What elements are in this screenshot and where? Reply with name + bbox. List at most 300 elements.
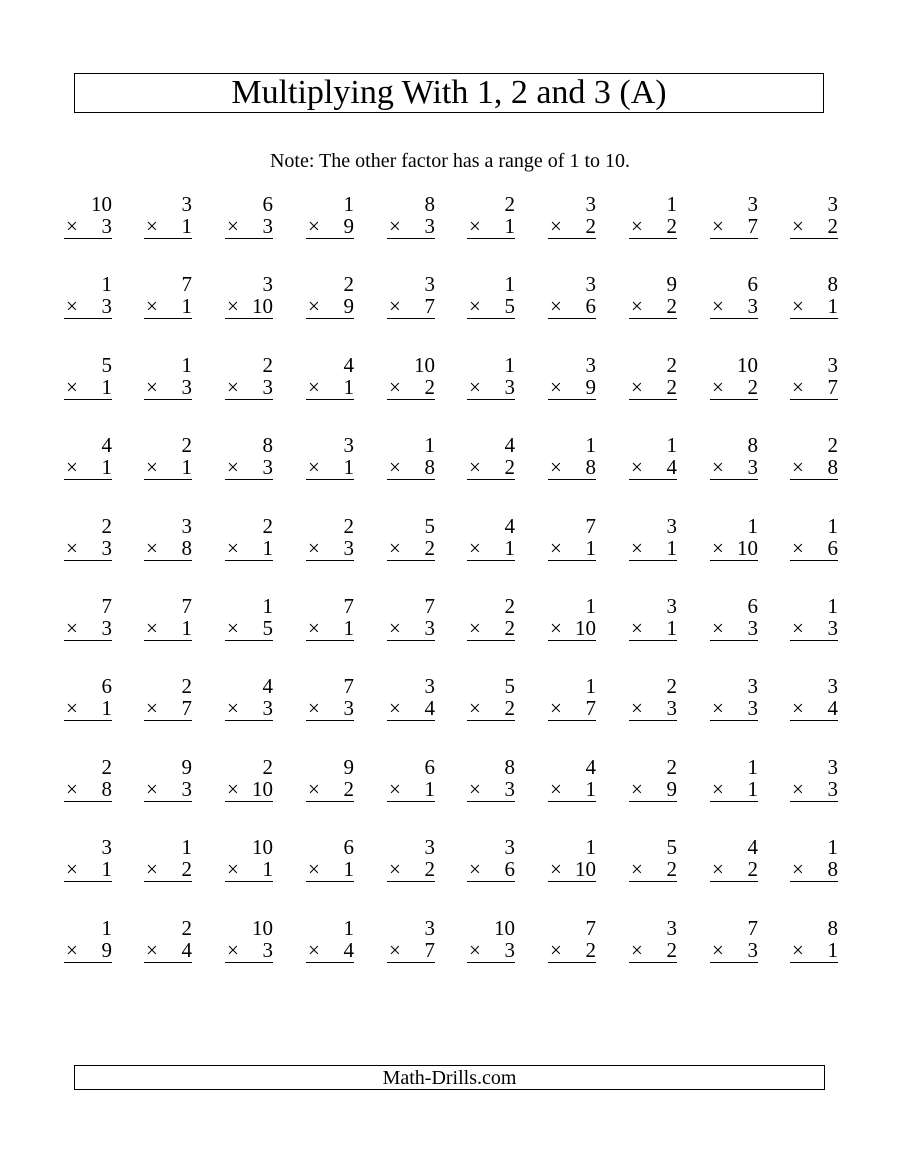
times-sign: × — [308, 536, 320, 560]
multiplication-problem — [467, 755, 515, 803]
bottom-factor: 8 — [827, 455, 838, 479]
top-factor: 2 — [101, 755, 112, 779]
times-sign: × — [792, 857, 804, 881]
times-sign: × — [631, 375, 643, 399]
answer-line — [144, 375, 192, 400]
top-factor: 10 — [414, 353, 435, 377]
answer-line — [306, 294, 354, 319]
top-factor: 8 — [504, 755, 515, 779]
answer-line — [629, 857, 677, 882]
times-sign: × — [469, 375, 481, 399]
bottom-factor: 2 — [504, 696, 515, 720]
bottom-factor: 2 — [666, 214, 677, 238]
top-factor: 1 — [504, 272, 515, 296]
multiplication-problem — [548, 433, 596, 481]
top-factor: 3 — [666, 514, 677, 538]
bottom-factor: 2 — [666, 375, 677, 399]
bottom-factor: 8 — [424, 455, 435, 479]
top-factor: 9 — [343, 755, 354, 779]
bottom-factor: 2 — [585, 214, 596, 238]
top-factor: 2 — [827, 433, 838, 457]
multiplication-problem — [306, 755, 354, 803]
multiplication-problem — [306, 353, 354, 401]
top-factor: 1 — [747, 514, 758, 538]
bottom-factor: 2 — [424, 375, 435, 399]
answer-line — [64, 375, 112, 400]
top-factor: 8 — [747, 433, 758, 457]
top-factor: 10 — [91, 192, 112, 216]
answer-line — [629, 938, 677, 963]
top-factor: 1 — [504, 353, 515, 377]
bottom-factor: 10 — [252, 294, 273, 318]
answer-line — [710, 536, 758, 561]
multiplication-problem — [710, 353, 758, 401]
bottom-factor: 3 — [424, 616, 435, 640]
bottom-factor: 1 — [827, 294, 838, 318]
bottom-factor: 3 — [262, 375, 273, 399]
multiplication-problem — [144, 353, 192, 401]
top-factor: 3 — [504, 835, 515, 859]
top-factor: 2 — [504, 594, 515, 618]
bottom-factor: 1 — [101, 857, 112, 881]
bottom-factor: 3 — [747, 616, 758, 640]
multiplication-problem — [387, 594, 435, 642]
bottom-factor: 2 — [424, 857, 435, 881]
top-factor: 2 — [343, 272, 354, 296]
bottom-factor: 3 — [827, 616, 838, 640]
times-sign: × — [146, 938, 158, 962]
answer-line — [710, 616, 758, 641]
times-sign: × — [389, 777, 401, 801]
top-factor: 2 — [666, 755, 677, 779]
answer-line — [144, 455, 192, 480]
bottom-factor: 1 — [424, 777, 435, 801]
bottom-factor: 1 — [343, 616, 354, 640]
answer-line — [306, 214, 354, 239]
answer-line — [387, 857, 435, 882]
times-sign: × — [146, 777, 158, 801]
bottom-factor: 10 — [575, 857, 596, 881]
multiplication-problem — [710, 674, 758, 722]
times-sign: × — [308, 214, 320, 238]
bottom-factor: 10 — [252, 777, 273, 801]
multiplication-problem — [790, 594, 838, 642]
times-sign: × — [792, 536, 804, 560]
times-sign: × — [550, 938, 562, 962]
bottom-factor: 1 — [504, 536, 515, 560]
multiplication-problem — [548, 916, 596, 964]
top-factor: 6 — [747, 594, 758, 618]
bottom-factor: 1 — [181, 455, 192, 479]
multiplication-problem — [225, 674, 273, 722]
times-sign: × — [389, 455, 401, 479]
top-factor: 3 — [585, 272, 596, 296]
bottom-factor: 1 — [101, 375, 112, 399]
top-factor: 3 — [181, 192, 192, 216]
answer-line — [548, 616, 596, 641]
bottom-factor: 3 — [747, 294, 758, 318]
top-factor: 1 — [181, 353, 192, 377]
multiplication-problem — [467, 192, 515, 240]
top-factor: 1 — [262, 594, 273, 618]
answer-line — [225, 375, 273, 400]
answer-line — [225, 294, 273, 319]
times-sign: × — [66, 294, 78, 318]
times-sign: × — [469, 214, 481, 238]
top-factor: 1 — [827, 514, 838, 538]
top-factor: 7 — [343, 674, 354, 698]
answer-line — [790, 777, 838, 802]
answer-line — [64, 777, 112, 802]
multiplication-problem — [387, 514, 435, 562]
multiplication-problem — [225, 353, 273, 401]
times-sign: × — [146, 214, 158, 238]
answer-line — [629, 375, 677, 400]
top-factor: 5 — [666, 835, 677, 859]
times-sign: × — [550, 696, 562, 720]
bottom-factor: 4 — [827, 696, 838, 720]
times-sign: × — [308, 696, 320, 720]
bottom-factor: 3 — [504, 938, 515, 962]
times-sign: × — [66, 375, 78, 399]
times-sign: × — [308, 616, 320, 640]
answer-line — [144, 214, 192, 239]
multiplication-problem — [144, 272, 192, 320]
multiplication-problem — [64, 353, 112, 401]
answer-line — [629, 536, 677, 561]
bottom-factor: 1 — [827, 938, 838, 962]
multiplication-problem — [387, 433, 435, 481]
times-sign: × — [631, 777, 643, 801]
answer-line — [64, 938, 112, 963]
top-factor: 2 — [666, 674, 677, 698]
times-sign: × — [550, 616, 562, 640]
bottom-factor: 1 — [101, 696, 112, 720]
bottom-factor: 1 — [343, 857, 354, 881]
top-factor: 3 — [181, 514, 192, 538]
bottom-factor: 3 — [504, 375, 515, 399]
bottom-factor: 3 — [262, 455, 273, 479]
bottom-factor: 5 — [262, 616, 273, 640]
times-sign: × — [389, 857, 401, 881]
answer-line — [790, 696, 838, 721]
multiplication-problem — [144, 433, 192, 481]
answer-line — [548, 455, 596, 480]
bottom-factor: 10 — [575, 616, 596, 640]
answer-line — [790, 536, 838, 561]
multiplication-problem — [467, 514, 515, 562]
top-factor: 5 — [424, 514, 435, 538]
multiplication-problem — [467, 835, 515, 883]
multiplication-problem — [790, 192, 838, 240]
multiplication-problem — [710, 594, 758, 642]
times-sign: × — [146, 696, 158, 720]
times-sign: × — [389, 294, 401, 318]
answer-line — [467, 536, 515, 561]
multiplication-problem — [387, 755, 435, 803]
times-sign: × — [308, 777, 320, 801]
answer-line — [548, 214, 596, 239]
bottom-factor: 9 — [666, 777, 677, 801]
times-sign: × — [469, 616, 481, 640]
times-sign: × — [146, 616, 158, 640]
top-factor: 9 — [181, 755, 192, 779]
times-sign: × — [308, 294, 320, 318]
times-sign: × — [146, 375, 158, 399]
top-factor: 1 — [827, 835, 838, 859]
answer-line — [225, 214, 273, 239]
times-sign: × — [469, 696, 481, 720]
answer-line — [467, 857, 515, 882]
answer-line — [387, 696, 435, 721]
bottom-factor: 8 — [101, 777, 112, 801]
range-note: Note: The other factor has a range of 1 to 10. — [269, 150, 631, 172]
bottom-factor: 1 — [585, 536, 596, 560]
times-sign: × — [550, 214, 562, 238]
top-factor: 8 — [424, 192, 435, 216]
times-sign: × — [631, 214, 643, 238]
top-factor: 3 — [424, 674, 435, 698]
times-sign: × — [308, 938, 320, 962]
bottom-factor: 7 — [424, 938, 435, 962]
top-factor: 3 — [827, 755, 838, 779]
bottom-factor: 3 — [101, 294, 112, 318]
bottom-factor: 3 — [262, 696, 273, 720]
top-factor: 3 — [343, 433, 354, 457]
bottom-factor: 8 — [827, 857, 838, 881]
times-sign: × — [712, 696, 724, 720]
times-sign: × — [146, 455, 158, 479]
top-factor: 2 — [101, 514, 112, 538]
top-factor: 6 — [343, 835, 354, 859]
times-sign: × — [712, 294, 724, 318]
multiplication-problem — [548, 835, 596, 883]
bottom-factor: 2 — [747, 375, 758, 399]
times-sign: × — [712, 616, 724, 640]
top-factor: 10 — [252, 916, 273, 940]
times-sign: × — [227, 777, 239, 801]
multiplication-problem — [467, 353, 515, 401]
answer-line — [306, 536, 354, 561]
answer-line — [629, 616, 677, 641]
multiplication-problem — [306, 514, 354, 562]
times-sign: × — [227, 616, 239, 640]
bottom-factor: 10 — [737, 536, 758, 560]
bottom-factor: 3 — [101, 536, 112, 560]
bottom-factor: 7 — [424, 294, 435, 318]
top-factor: 3 — [827, 192, 838, 216]
bottom-factor: 2 — [666, 938, 677, 962]
multiplication-problem — [790, 916, 838, 964]
times-sign: × — [227, 938, 239, 962]
bottom-factor: 1 — [666, 536, 677, 560]
answer-line — [790, 214, 838, 239]
answer-line — [548, 375, 596, 400]
answer-line — [144, 294, 192, 319]
answer-line — [548, 696, 596, 721]
multiplication-problem — [387, 916, 435, 964]
times-sign: × — [550, 536, 562, 560]
bottom-factor: 3 — [747, 938, 758, 962]
answer-line — [548, 938, 596, 963]
multiplication-problem — [64, 594, 112, 642]
bottom-factor: 1 — [747, 777, 758, 801]
answer-line — [387, 938, 435, 963]
top-factor: 7 — [181, 594, 192, 618]
times-sign: × — [712, 214, 724, 238]
times-sign: × — [712, 536, 724, 560]
bottom-factor: 7 — [747, 214, 758, 238]
multiplication-problem — [144, 916, 192, 964]
times-sign: × — [469, 536, 481, 560]
top-factor: 10 — [737, 353, 758, 377]
answer-line — [387, 375, 435, 400]
bottom-factor: 2 — [343, 777, 354, 801]
times-sign: × — [631, 616, 643, 640]
multiplication-problem — [225, 272, 273, 320]
bottom-factor: 1 — [181, 214, 192, 238]
answer-line — [790, 375, 838, 400]
answer-line — [225, 616, 273, 641]
times-sign: × — [66, 696, 78, 720]
answer-line — [629, 696, 677, 721]
multiplication-problem — [790, 514, 838, 562]
bottom-factor: 6 — [585, 294, 596, 318]
top-factor: 2 — [666, 353, 677, 377]
multiplication-problem — [548, 192, 596, 240]
times-sign: × — [389, 375, 401, 399]
bottom-factor: 2 — [666, 294, 677, 318]
times-sign: × — [712, 857, 724, 881]
multiplication-problem — [467, 594, 515, 642]
multiplication-problem — [790, 272, 838, 320]
answer-line — [467, 214, 515, 239]
top-factor: 2 — [262, 755, 273, 779]
bottom-factor: 3 — [827, 777, 838, 801]
answer-line — [548, 536, 596, 561]
bottom-factor: 3 — [747, 696, 758, 720]
times-sign: × — [227, 455, 239, 479]
footer-site-name: Math-Drills.com — [382, 1066, 517, 1089]
bottom-factor: 5 — [504, 294, 515, 318]
answer-line — [387, 455, 435, 480]
multiplication-problem — [225, 514, 273, 562]
answer-line — [467, 375, 515, 400]
top-factor: 3 — [666, 594, 677, 618]
multiplication-problem — [64, 433, 112, 481]
top-factor: 4 — [343, 353, 354, 377]
answer-line — [144, 938, 192, 963]
times-sign: × — [308, 375, 320, 399]
multiplication-problem — [710, 514, 758, 562]
times-sign: × — [631, 536, 643, 560]
answer-line — [144, 696, 192, 721]
times-sign: × — [712, 375, 724, 399]
answer-line — [467, 777, 515, 802]
multiplication-problem — [144, 674, 192, 722]
top-factor: 1 — [101, 916, 112, 940]
top-factor: 1 — [343, 192, 354, 216]
answer-line — [64, 214, 112, 239]
top-factor: 2 — [343, 514, 354, 538]
bottom-factor: 2 — [504, 455, 515, 479]
top-factor: 4 — [262, 674, 273, 698]
multiplication-problem — [144, 192, 192, 240]
multiplication-problem — [790, 353, 838, 401]
times-sign: × — [227, 696, 239, 720]
answer-line — [225, 536, 273, 561]
answer-line — [710, 777, 758, 802]
times-sign: × — [631, 294, 643, 318]
multiplication-problem — [306, 433, 354, 481]
multiplication-problem — [790, 755, 838, 803]
top-factor: 4 — [504, 433, 515, 457]
top-factor: 4 — [101, 433, 112, 457]
times-sign: × — [389, 938, 401, 962]
answer-line — [387, 294, 435, 319]
bottom-factor: 9 — [101, 938, 112, 962]
times-sign: × — [66, 455, 78, 479]
answer-line — [710, 857, 758, 882]
multiplication-problem — [64, 192, 112, 240]
top-factor: 5 — [504, 674, 515, 698]
multiplication-problem — [144, 755, 192, 803]
top-factor: 1 — [585, 835, 596, 859]
multiplication-problem — [387, 353, 435, 401]
top-factor: 7 — [181, 272, 192, 296]
answer-line — [710, 455, 758, 480]
bottom-factor: 2 — [827, 214, 838, 238]
multiplication-problem — [467, 674, 515, 722]
times-sign: × — [550, 857, 562, 881]
top-factor: 7 — [585, 514, 596, 538]
top-factor: 3 — [827, 353, 838, 377]
top-factor: 2 — [262, 353, 273, 377]
answer-line — [710, 294, 758, 319]
top-factor: 6 — [262, 192, 273, 216]
multiplication-problem — [629, 916, 677, 964]
top-factor: 10 — [494, 916, 515, 940]
times-sign: × — [227, 857, 239, 881]
answer-line — [225, 857, 273, 882]
times-sign: × — [66, 857, 78, 881]
multiplication-problem — [387, 835, 435, 883]
bottom-factor: 2 — [666, 857, 677, 881]
top-factor: 1 — [585, 594, 596, 618]
top-factor: 4 — [585, 755, 596, 779]
bottom-factor: 1 — [343, 375, 354, 399]
answer-line — [306, 777, 354, 802]
times-sign: × — [469, 455, 481, 479]
answer-line — [790, 857, 838, 882]
bottom-factor: 4 — [181, 938, 192, 962]
bottom-factor: 3 — [262, 938, 273, 962]
top-factor: 3 — [424, 272, 435, 296]
times-sign: × — [66, 938, 78, 962]
times-sign: × — [308, 857, 320, 881]
top-factor: 3 — [747, 192, 758, 216]
multiplication-problem — [629, 353, 677, 401]
times-sign: × — [631, 857, 643, 881]
answer-line — [710, 375, 758, 400]
times-sign: × — [469, 777, 481, 801]
times-sign: × — [227, 536, 239, 560]
times-sign: × — [631, 938, 643, 962]
top-factor: 1 — [666, 433, 677, 457]
top-factor: 7 — [585, 916, 596, 940]
times-sign: × — [792, 616, 804, 640]
bottom-factor: 2 — [585, 938, 596, 962]
